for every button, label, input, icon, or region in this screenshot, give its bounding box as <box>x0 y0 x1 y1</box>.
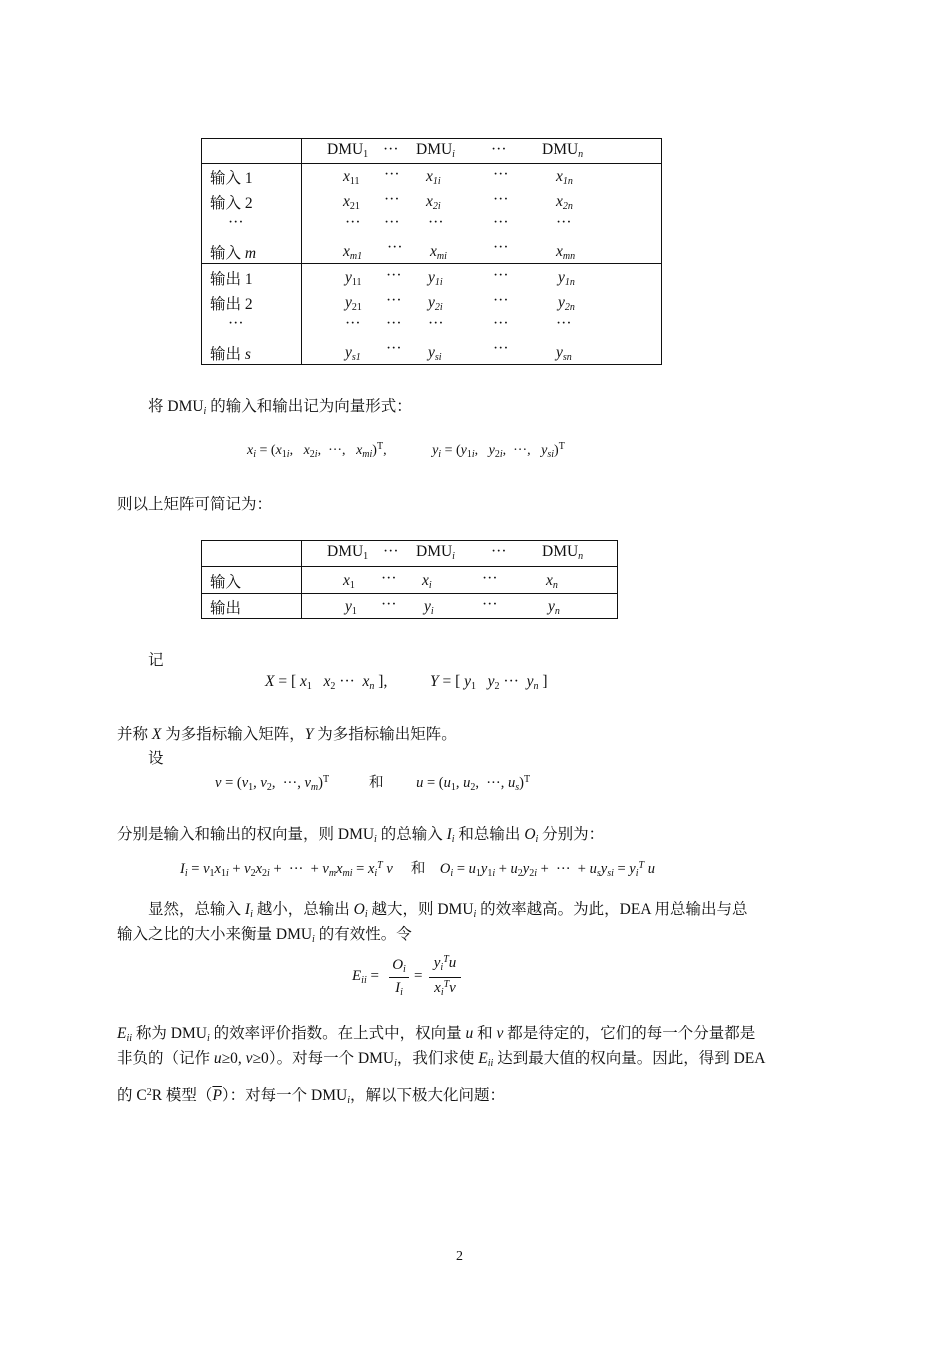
table-2-dots: ··· <box>482 570 498 587</box>
table-1-divider-header <box>201 163 662 164</box>
table-2-label-output: 输出 <box>210 600 242 617</box>
paragraph-matrix: 则以上矩阵可简记为： <box>117 496 273 513</box>
table-1-header-dmun: $DMU_n$ <box>542 141 584 160</box>
table-1-input-dots: ··· <box>228 214 244 231</box>
paragraph-let: 设 <box>148 750 164 767</box>
formula-eii-lhs: $E_{ii}$ = <box>352 968 379 986</box>
table-1-y2i: $y_{2i}$ <box>428 294 443 313</box>
table-1-xmn: $x_{mn}$ <box>556 243 576 262</box>
paragraph-c2r: 的 $C^2R$ 模型$(\overline{P})$：对每一个 $DMU_i$，解以下极大化问题： <box>117 1087 505 1106</box>
table-1-dots: ··· <box>384 191 400 208</box>
table-1-y1n: $y_{1n}$ <box>558 269 575 288</box>
table-1-ys1: $y_{s1}$ <box>345 344 361 363</box>
table-2-divider-v <box>301 540 302 619</box>
table-1-x2i: $x_{2i}$ <box>426 193 441 212</box>
formula-eii-num2: $y_i^Tu$ <box>433 954 457 973</box>
page-number: 2 <box>456 1249 463 1264</box>
table-1-y21: $y_{21}$ <box>345 294 362 313</box>
table-1-output-dots: ··· <box>228 315 244 332</box>
table-1-y1i: $y_{1i}$ <box>428 269 443 288</box>
table-2-yi: $y_i$ <box>424 598 434 617</box>
table-2-dots: ··· <box>482 596 498 613</box>
formula-eii-den2: $x_i^Tv$ <box>434 979 456 998</box>
table-1-dots: ··· <box>493 239 509 256</box>
table-2-label-input: 输入 <box>210 574 242 591</box>
formula-eii-bar2 <box>429 977 461 978</box>
table-1-y2n: $y_{2n}$ <box>558 294 575 313</box>
paragraph-weights: 分别是输入和输出的权向量，则 $DMU_i$ 的总输入 $I_i$ 和总输出 $O_i$ 分别为： <box>117 826 605 845</box>
table-1-x1n: $x_{1n}$ <box>556 168 573 187</box>
table-1-dots: ··· <box>345 315 361 332</box>
table-2-dots: ··· <box>381 570 397 587</box>
table-2-header-dots: ··· <box>383 543 399 560</box>
paragraph-effectiveness: 输入之比的大小来衡量 $DMU_i$ 的有效性。令 <box>117 926 412 945</box>
table-1-x11: $x_{11}$ <box>343 168 360 187</box>
paragraph-vector-form: 将 $DMU_i$ 的输入和输出记为向量形式： <box>148 398 412 417</box>
table-1-ysn: $y_{sn}$ <box>556 344 572 363</box>
table-1-dots: ··· <box>428 214 444 231</box>
table-1-output-label: 输出 1 <box>210 271 253 288</box>
formula-totals: $I_i = v_1x_{1i} + v_2x_{2i}$ + ··· + $v_mx_{mi} = x_i^T$ v 和 $O_i = u_1y_{1i} + u_2y_{2i}$ + ··· + $u_sy_{si} = y_i^T$ u <box>180 860 655 879</box>
table-2-yn: $y_n$ <box>548 598 560 617</box>
table-1-xmi: $x_{mi}$ <box>430 243 447 262</box>
paragraph-note: 记 <box>148 652 164 669</box>
table-2-xi: $x_i$ <box>422 572 432 591</box>
table-1-dots: ··· <box>384 166 400 183</box>
table-1-input-label: 输入 m <box>210 245 257 262</box>
table-2-y1: $y_1$ <box>345 598 357 617</box>
table-1-ysi: $y_{si}$ <box>428 344 442 363</box>
table-1-dots: ··· <box>556 214 572 231</box>
table-2-header-dmu1: $DMU_1$ <box>327 543 369 562</box>
table-2-divider <box>201 566 618 567</box>
table-1-input-label: 输入 2 <box>210 195 253 212</box>
table-1-output-label: 输出 s <box>210 346 251 363</box>
table-1-dots: ··· <box>345 214 361 231</box>
formula-matrices: X = [ $x_1$ $x_2$ ··· $x_n$ ], Y = [ $y_1$ $y_2$ ··· $y_n$ ] <box>265 673 548 692</box>
table-1-header-dots: ··· <box>491 141 507 158</box>
table-1-header-dmu1: $DMU_1$ <box>327 141 369 160</box>
paragraph-nonneg: 非负的（记作 u≥0, v≥0）。对每一个 $DMU_i$，我们求使 $E_{ii}$ 达到最大值的权向量。因此，得到 DEA <box>117 1050 766 1069</box>
table-1-input-label: 输入 1 <box>210 170 253 187</box>
table-2-x1: $x_1$ <box>343 572 355 591</box>
table-2-header-dmui: $DMU_i$ <box>416 543 455 562</box>
formula-eii-bar1 <box>389 977 409 978</box>
table-1-dots: ··· <box>384 214 400 231</box>
table-1-header-dmui: $DMU_i$ <box>416 141 455 160</box>
table-1-dots: ··· <box>493 214 509 231</box>
table-1-divider-v <box>301 138 302 365</box>
formula-eii-den1: $I_i$ <box>395 980 403 998</box>
table-1-dots: ··· <box>387 239 403 256</box>
table-1-dots: ··· <box>493 267 509 284</box>
table-1-divider-io <box>201 263 662 264</box>
paragraph-efficiency: 显然，总输入 $I_i$ 越小，总输出 $O_i$ 越大，则 $DMU_i$ 的效率越高。为此，DEA 用总输出与总 <box>148 901 748 920</box>
table-1-x21: $x_{21}$ <box>343 193 360 212</box>
table-1-x2n: $x_{2n}$ <box>556 193 573 212</box>
table-1-dots: ··· <box>493 340 509 357</box>
table-2-header-dmun: $DMU_n$ <box>542 543 584 562</box>
table-1-x1i: $x_{1i}$ <box>426 168 441 187</box>
table-1-header-dots: ··· <box>383 141 399 158</box>
formula-weights: $v = (v_1$, $v_2$, ···, $v_m)^T$ 和 $u = (u_1$, $u_2$, ···, $u_s)^T$ <box>215 774 531 793</box>
paragraph-index: $E_{ii}$ 称为 $DMU_i$ 的效率评价指数。在上式中，权向量 u 和 v 都是待定的，它们的每一个分量都是 <box>117 1025 756 1044</box>
table-1-dots: ··· <box>386 267 402 284</box>
table-2-divider <box>201 593 618 594</box>
table-1-dots: ··· <box>386 315 402 332</box>
table-1-dots: ··· <box>493 292 509 309</box>
table-2-xn: $x_n$ <box>546 572 558 591</box>
table-1-output-label: 输出 2 <box>210 296 253 313</box>
table-1-y11: $y_{11}$ <box>345 269 362 288</box>
paragraph-matrix-names: 并称 X 为多指标输入矩阵，Y 为多指标输出矩阵。 <box>117 726 457 743</box>
formula-vectors: $x_i = (x_{1i}$, $x_{2i}$, ···, $x_{mi})^T$, $y_i = (y_{1i}$, $y_{2i}$, ···, $y_{si})^T$ <box>247 441 565 460</box>
table-1-dots: ··· <box>386 340 402 357</box>
formula-eii-eq: = <box>414 968 423 984</box>
table-1-dots: ··· <box>428 315 444 332</box>
table-1-dots: ··· <box>493 191 509 208</box>
table-2-header-dots: ··· <box>491 543 507 560</box>
table-1-dots: ··· <box>493 166 509 183</box>
table-2-dots: ··· <box>381 596 397 613</box>
table-1-xm1: $x_{m1}$ <box>343 243 363 262</box>
table-1-dots: ··· <box>493 315 509 332</box>
table-1-dots: ··· <box>386 292 402 309</box>
table-1-dots: ··· <box>556 315 572 332</box>
formula-eii-num1: $O_i$ <box>392 957 406 975</box>
